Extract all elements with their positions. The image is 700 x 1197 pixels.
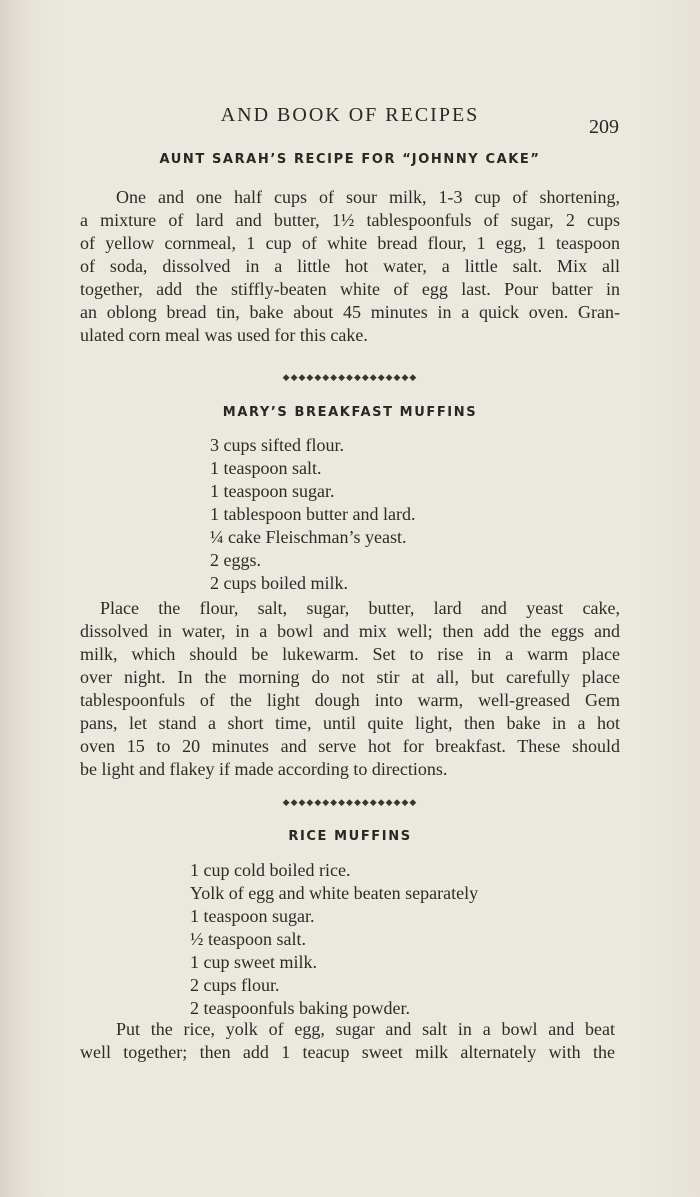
method-line: ulated corn meal was used for this cake. bbox=[80, 325, 368, 345]
ingredient-item: 2 teaspoonfuls baking powder. bbox=[190, 998, 410, 1018]
ingredient-list-breakfast-muffins bbox=[210, 434, 415, 595]
method-line: One and one half cups of sour milk, 1-3 cup of shortening, bbox=[116, 187, 620, 207]
ingredient-item: ¼ cake Fleischman’s yeast. bbox=[210, 527, 407, 547]
method-line: over night. In the morning do not stir at all, but carefully place bbox=[80, 667, 620, 687]
ingredient-item: 3 cups sifted flour. bbox=[210, 435, 344, 455]
ingredient-list-rice-muffins bbox=[190, 859, 478, 1020]
ornament-divider: ◆◆◆◆◆◆◆◆◆◆◆◆◆◆◆◆◆ bbox=[282, 798, 418, 808]
ingredient-item: 1 teaspoon sugar. bbox=[210, 481, 335, 501]
recipe-method-breakfast-muffins bbox=[80, 597, 620, 781]
ingredient-item: 1 cup cold boiled rice. bbox=[190, 860, 351, 880]
method-line: of yellow cornmeal, 1 cup of white bread flour, 1 egg, 1 teaspoon bbox=[80, 233, 620, 253]
method-line: Place the flour, salt, sugar, butter, lard and yeast cake, bbox=[100, 598, 620, 618]
method-line: dissolved in water, in a bowl and mix well; then add the eggs and bbox=[80, 621, 620, 641]
recipe-title-breakfast-muffins: MARY’S BREAKFAST MUFFINS bbox=[222, 405, 478, 420]
ingredient-item: 1 cup sweet milk. bbox=[190, 952, 317, 972]
ingredient-item: 2 cups boiled milk. bbox=[210, 573, 348, 593]
method-line: of soda, dissolved in a little hot water, a little salt. Mix all bbox=[80, 256, 620, 276]
ingredient-item: 1 tablespoon butter and lard. bbox=[210, 504, 416, 524]
method-line: pans, let stand a short time, until quite light, then bake in a hot bbox=[80, 713, 620, 733]
ingredient-item: 1 teaspoon sugar. bbox=[190, 906, 315, 926]
method-line: Put the rice, yolk of egg, sugar and salt in a bowl and beat bbox=[116, 1019, 615, 1039]
method-line: a mixture of lard and butter, 1½ tablespoonfuls of sugar, 2 cups bbox=[80, 210, 620, 230]
ornament-divider: ◆◆◆◆◆◆◆◆◆◆◆◆◆◆◆◆◆ bbox=[282, 373, 418, 383]
ingredient-item: 1 teaspoon salt. bbox=[210, 458, 322, 478]
recipe-method-rice-muffins bbox=[80, 1018, 615, 1064]
recipe-method-johnny-cake bbox=[80, 186, 620, 347]
method-line: oven 15 to 20 minutes and serve hot for breakfast. These should bbox=[80, 736, 620, 756]
method-line: be light and flakey if made according to directions. bbox=[80, 759, 448, 779]
ingredient-item: ½ teaspoon salt. bbox=[190, 929, 306, 949]
ingredient-item: 2 cups flour. bbox=[190, 975, 280, 995]
method-line: well together; then add 1 teacup sweet milk alternately with the bbox=[80, 1042, 615, 1062]
recipe-title-rice-muffins: RICE MUFFINS bbox=[288, 829, 412, 844]
ingredient-item: 2 eggs. bbox=[210, 550, 261, 570]
running-head: AND BOOK OF RECIPES bbox=[220, 104, 480, 126]
method-line: an oblong bread tin, bake about 45 minutes in a quick oven. Gran- bbox=[80, 302, 620, 322]
method-line: milk, which should be lukewarm. Set to rise in a warm place bbox=[80, 644, 620, 664]
method-line: together, add the stiffly-beaten white of egg last. Pour batter in bbox=[80, 279, 620, 299]
ingredient-item: Yolk of egg and white beaten separately bbox=[190, 883, 479, 903]
page-number: 209 bbox=[589, 116, 619, 138]
method-line: tablespoonfuls of the light dough into warm, well-greased Gem bbox=[80, 690, 620, 710]
recipe-title-johnny-cake: AUNT SARAH’S RECIPE FOR “JOHNNY CAKE” bbox=[159, 152, 541, 167]
